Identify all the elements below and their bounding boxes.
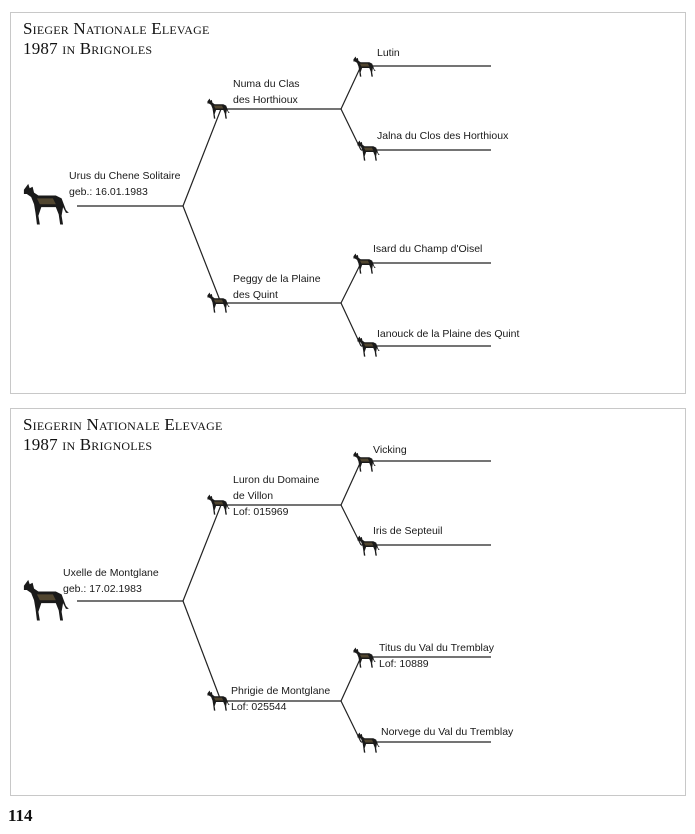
dog-icon-root xyxy=(24,184,69,225)
dam-name-line: Phrigie de Montglane xyxy=(231,685,331,697)
root-birth-date: geb.: 17.02.1983 xyxy=(63,583,142,595)
panel-title-line-1: Sieger Nationale Elevage xyxy=(23,19,210,38)
dam-name-line: des Quint xyxy=(233,289,278,301)
panel-title-line-1: Siegerin Nationale Elevage xyxy=(23,415,223,434)
sire-dam-name xyxy=(373,523,442,539)
sire-name-line: des Horthioux xyxy=(233,94,298,106)
dam-sire-name xyxy=(373,241,482,257)
pedigree-tree-lines xyxy=(11,13,687,395)
sire-dam-name xyxy=(377,128,508,144)
sire-sire-name-line: Lutin xyxy=(377,47,400,59)
sire-sire-name-line: Vicking xyxy=(373,444,407,456)
pedigree-panel-2 xyxy=(10,408,686,796)
sire-name xyxy=(233,76,300,108)
sire-dam-name-line: Iris de Septeuil xyxy=(373,525,443,537)
dog-icon-sire-sire xyxy=(353,56,375,76)
sire-dam-name-line: Jalna du Clos des Horthioux xyxy=(377,130,509,142)
panel-title-line-2: 1987 in Brignoles xyxy=(23,435,153,454)
sire-sire-name xyxy=(373,442,407,458)
dog-icon-dam-dam xyxy=(357,732,379,752)
sire-name-line: de Villon xyxy=(233,490,274,502)
dam-dam-name-line: Norvege du Val du Tremblay xyxy=(381,726,514,738)
root-birth-date: geb.: 16.01.1983 xyxy=(69,186,148,198)
sire-name-line: Numa du Clas xyxy=(233,78,300,90)
dam-name-line: Peggy de la Plaine xyxy=(233,273,321,285)
dam-sire-name-line: Titus du Val du Tremblay xyxy=(379,642,494,654)
dam-sire-name-line: Isard du Champ d'Oisel xyxy=(373,243,483,255)
page-number: 114 xyxy=(8,806,33,825)
dam-name xyxy=(231,683,330,715)
root-name-line: Uxelle de Montglane xyxy=(63,567,159,579)
root-dog-name xyxy=(63,565,159,597)
dam-lof-number: Lof: 025544 xyxy=(231,701,287,713)
sire-sire-name xyxy=(377,45,400,61)
sire-name xyxy=(233,472,319,520)
pedigree-panel-1 xyxy=(10,12,686,394)
sire-name-line: Luron du Domaine xyxy=(233,474,320,486)
dog-icon-dam-sire xyxy=(353,647,375,667)
pedigree-tree-lines xyxy=(11,409,687,797)
dam-sire-lof-number: Lof: 10889 xyxy=(379,658,429,670)
dam-name xyxy=(233,271,321,303)
sire-lof-number: Lof: 015969 xyxy=(233,506,289,518)
root-name-line: Urus du Chene Solitaire xyxy=(69,170,181,182)
root-dog-name xyxy=(69,168,180,200)
dam-dam-name xyxy=(377,326,519,342)
panel-title-line-2: 1987 in Brignoles xyxy=(23,39,153,58)
dam-sire-name xyxy=(379,640,494,672)
dam-dam-name xyxy=(381,724,513,740)
dam-dam-name-line: Ianouck de la Plaine des Quint xyxy=(377,328,520,340)
